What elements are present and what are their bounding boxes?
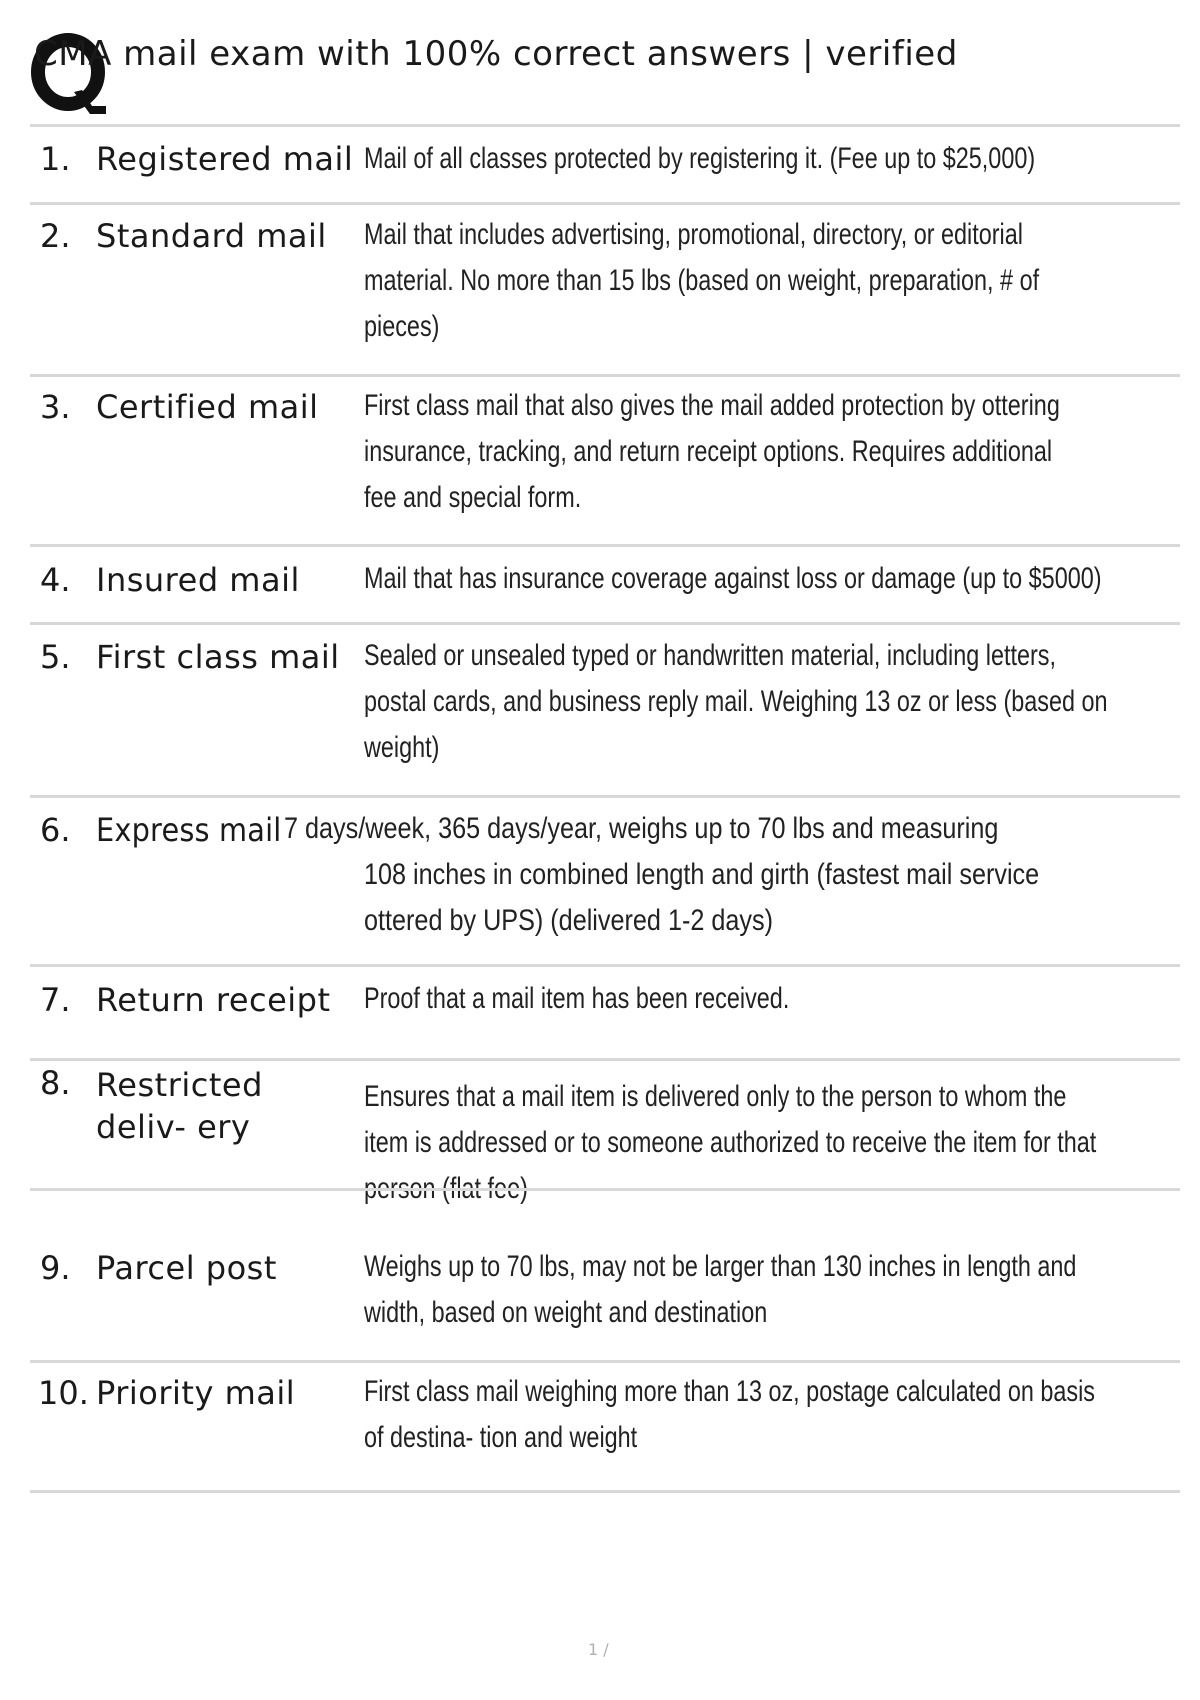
definition-line: width, based on weight and destination xyxy=(364,1296,768,1329)
entry-term xyxy=(96,1064,263,1148)
divider xyxy=(30,374,1180,377)
term-line: deliv- ery xyxy=(96,1108,251,1146)
divider xyxy=(30,795,1180,798)
entry-number: 6. xyxy=(40,811,71,849)
entry-definition xyxy=(364,383,1060,521)
definition-line: Sealed or unsealed typed or handwritten material, including letters, xyxy=(364,639,1057,672)
definition-line: material. No more than 15 lbs (based on weight, preparation, # of xyxy=(364,264,1040,297)
divider xyxy=(30,1360,1180,1363)
entry-number: 10. xyxy=(38,1374,89,1412)
entry-term: First class mail xyxy=(96,638,340,676)
definition-line: Ensures that a mail item is delivered only to the person to whom the xyxy=(364,1080,1067,1113)
entry-definition xyxy=(364,1074,1096,1212)
entry-term: Insured mail xyxy=(96,561,300,599)
entry-number: 4. xyxy=(40,561,71,599)
entry-term: Return receipt xyxy=(96,981,331,1019)
definition-line: 7 days/week, 365 days/year, weighs up to 70 lbs and measuring xyxy=(284,812,999,845)
definition-line: fee and special form. xyxy=(364,481,582,514)
entry-number: 3. xyxy=(40,388,71,426)
divider xyxy=(30,544,1180,547)
term-line: Restricted xyxy=(96,1066,263,1104)
entry-number: 8. xyxy=(40,1064,71,1102)
entry-number: 2. xyxy=(40,217,71,255)
divider xyxy=(30,1490,1180,1493)
divider xyxy=(30,202,1180,205)
entry-term: Express mail xyxy=(96,811,282,849)
entry-definition xyxy=(284,806,998,852)
entry-term: Standard mail xyxy=(96,217,327,255)
document-title: CMA mail exam with 100% correct answers | verified xyxy=(34,34,958,74)
divider xyxy=(30,124,1180,127)
definition-line: insurance, tracking, and return receipt options. Requires additional xyxy=(364,435,1053,468)
entry-definition xyxy=(364,136,1035,182)
entry-term: Priority mail xyxy=(96,1374,296,1412)
definition-line: 108 inches in combined length and girth (fastest mail service xyxy=(364,858,1040,891)
definition-line: Mail of all classes protected by registering it. (Fee up to $25,000) xyxy=(364,142,1036,175)
definition-line: person (flat fee) xyxy=(364,1172,528,1205)
entry-term: Registered mail xyxy=(96,140,354,178)
definition-line: pieces) xyxy=(364,310,440,343)
entry-definition xyxy=(364,976,789,1022)
page-number: 1 / xyxy=(588,1640,609,1659)
entry-definition xyxy=(364,556,1102,602)
definition-line: First class mail weighing more than 13 oz, postage calculated on basis xyxy=(364,1375,1095,1408)
definition-line: of destina- tion and weight xyxy=(364,1421,638,1454)
definition-line: postal cards, and business reply mail. Weighing 13 oz or less (based on xyxy=(364,685,1108,718)
definition-line: Proof that a mail item has been received. xyxy=(364,982,790,1015)
entry-number: 5. xyxy=(40,638,71,676)
divider xyxy=(30,1188,1180,1191)
divider xyxy=(30,622,1180,625)
definition-line: item is addressed or to someone authorized to receive the item for that xyxy=(364,1126,1097,1159)
entry-definition xyxy=(364,852,1039,944)
definition-line: Mail that includes advertising, promotional, directory, or editorial xyxy=(364,218,1023,251)
entry-number: 7. xyxy=(40,981,71,1019)
definition-line: ottered by UPS) (delivered 1-2 days) xyxy=(364,904,773,937)
entry-definition xyxy=(364,1369,1095,1461)
definition-line: Weighs up to 70 lbs, may not be larger than 130 inches in length and xyxy=(364,1250,1077,1283)
entry-definition xyxy=(364,633,1108,771)
document-header xyxy=(30,28,1170,108)
entry-number: 1. xyxy=(40,140,71,178)
divider xyxy=(30,1058,1180,1061)
entry-definition xyxy=(364,1244,1076,1336)
definition-line: Mail that has insurance coverage against loss or damage (up to $5000) xyxy=(364,562,1102,595)
definition-line: weight) xyxy=(364,731,440,764)
definition-line: First class mail that also gives the mail added protection by ottering xyxy=(364,389,1060,422)
entry-definition xyxy=(364,212,1039,350)
entry-term: Certified mail xyxy=(96,388,319,426)
entry-number: 9. xyxy=(40,1249,71,1287)
divider xyxy=(30,964,1180,967)
entry-term: Parcel post xyxy=(96,1249,277,1287)
